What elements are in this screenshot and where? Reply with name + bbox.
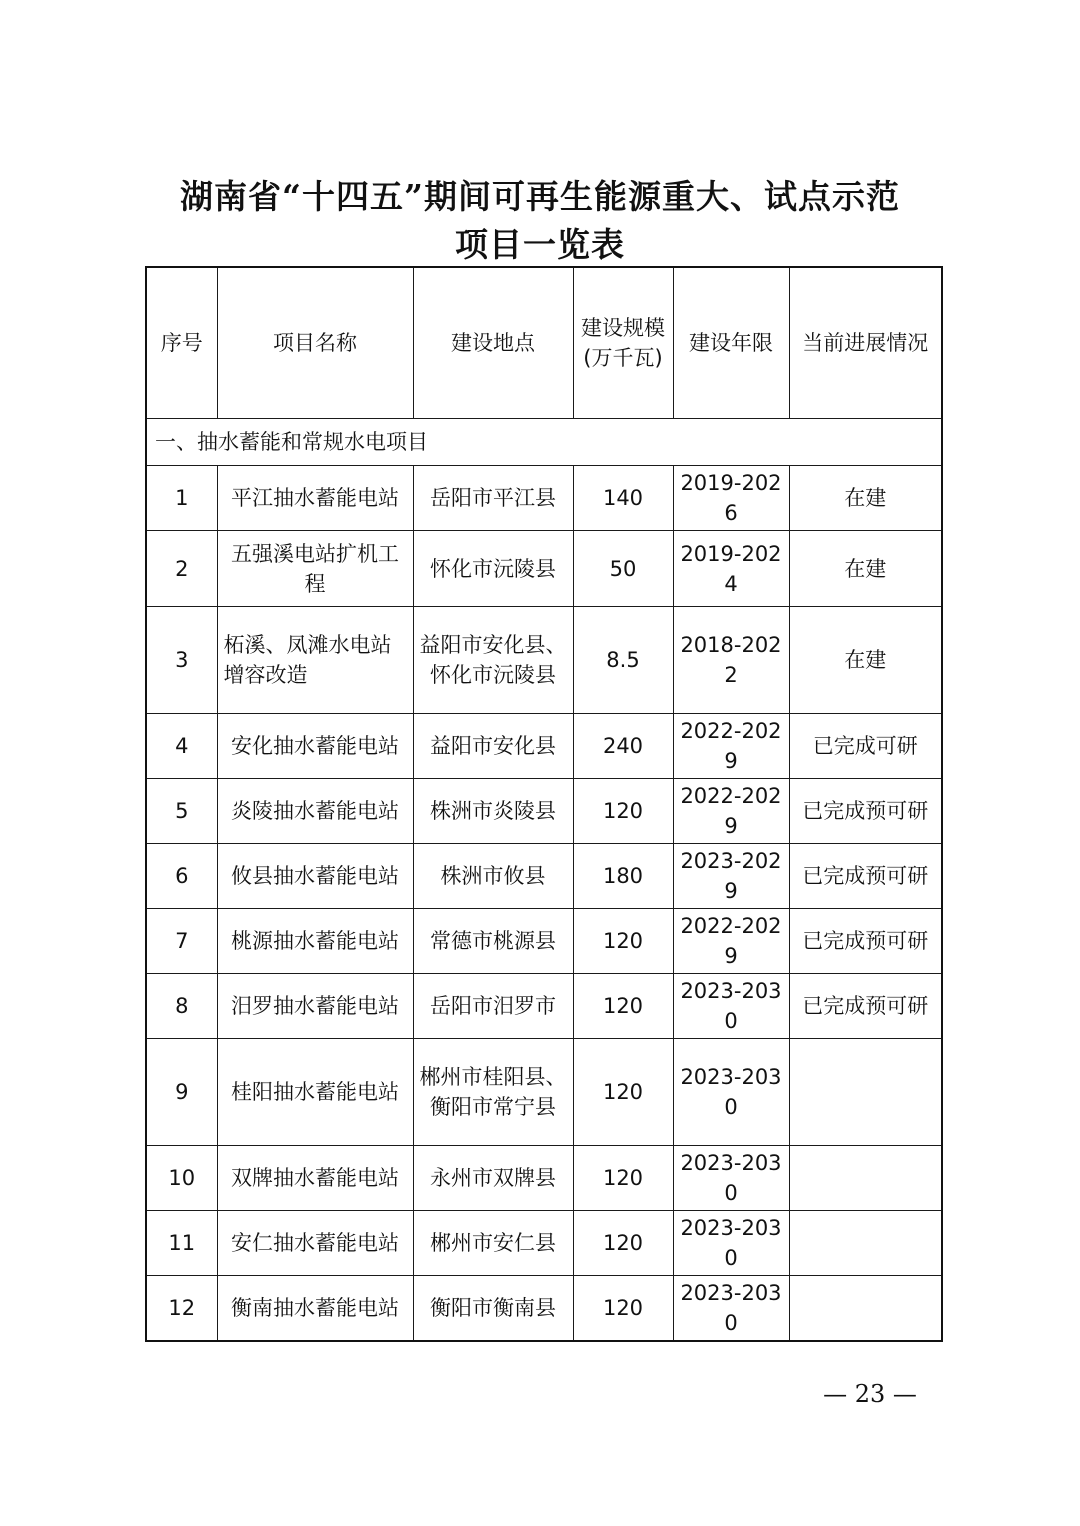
- row-project-name: 汨罗抽水蓄能电站: [217, 974, 413, 1039]
- page-subtitle: 项目一览表: [455, 225, 625, 264]
- row-project-name: 攸县抽水蓄能电站: [217, 844, 413, 909]
- table-row: [146, 844, 942, 909]
- row-location: 怀化市沅陵县: [413, 531, 573, 607]
- row-project-name: 安化抽水蓄能电站: [217, 714, 413, 779]
- row-project-name: 衡南抽水蓄能电站: [217, 1276, 413, 1342]
- header-index: 序号: [146, 267, 217, 419]
- row-index: 2: [146, 531, 217, 607]
- row-years: 2023-2030: [673, 974, 789, 1039]
- row-status: 已完成预可研: [789, 909, 942, 974]
- row-scale: 120: [573, 909, 673, 974]
- row-years: 2019-2026: [673, 466, 789, 531]
- page-title: 湖南省“十四五”期间可再生能源重大、试点示范: [180, 177, 900, 216]
- header-location: 建设地点: [413, 267, 573, 419]
- row-location: 益阳市安化县、怀化市沅陵县: [413, 607, 573, 714]
- row-scale: 180: [573, 844, 673, 909]
- row-years: 2022-2029: [673, 909, 789, 974]
- table-row: [146, 607, 942, 714]
- row-scale: 140: [573, 466, 673, 531]
- row-scale: 120: [573, 1039, 673, 1146]
- row-index: 7: [146, 909, 217, 974]
- row-location: 岳阳市平江县: [413, 466, 573, 531]
- row-project-name: 平江抽水蓄能电站: [217, 466, 413, 531]
- table-row: [146, 714, 942, 779]
- header-scale: 建设规模 (万千瓦): [573, 267, 673, 419]
- project-table: [145, 266, 943, 1342]
- row-location: 株洲市攸县: [413, 844, 573, 909]
- table-row: [146, 909, 942, 974]
- row-status: 已完成预可研: [789, 779, 942, 844]
- row-location: 衡阳市衡南县: [413, 1276, 573, 1342]
- row-index: 3: [146, 607, 217, 714]
- table-row: [146, 974, 942, 1039]
- row-location: 岳阳市汨罗市: [413, 974, 573, 1039]
- table-row: [146, 1211, 942, 1276]
- row-location: 郴州市安仁县: [413, 1211, 573, 1276]
- table-row: [146, 531, 942, 607]
- row-years: 2023-2029: [673, 844, 789, 909]
- row-project-name: 五强溪电站扩机工程: [217, 531, 413, 607]
- section-row: [146, 419, 942, 466]
- row-status: 在建: [789, 531, 942, 607]
- row-status: [789, 1146, 942, 1211]
- row-status: 已完成可研: [789, 714, 942, 779]
- row-index: 11: [146, 1211, 217, 1276]
- row-status: 已完成预可研: [789, 974, 942, 1039]
- row-years: 2023-2030: [673, 1211, 789, 1276]
- header-project-name: 项目名称: [217, 267, 413, 419]
- row-scale: 120: [573, 1146, 673, 1211]
- row-project-name: 柘溪、凤滩水电站增容改造: [217, 607, 413, 714]
- row-project-name: 炎陵抽水蓄能电站: [217, 779, 413, 844]
- row-status: [789, 1276, 942, 1342]
- row-status: 在建: [789, 466, 942, 531]
- header-years: 建设年限: [673, 267, 789, 419]
- row-location: 益阳市安化县: [413, 714, 573, 779]
- row-scale: 120: [573, 779, 673, 844]
- row-project-name: 双牌抽水蓄能电站: [217, 1146, 413, 1211]
- row-project-name: 安仁抽水蓄能电站: [217, 1211, 413, 1276]
- row-years: 2022-2029: [673, 714, 789, 779]
- row-index: 1: [146, 466, 217, 531]
- row-index: 5: [146, 779, 217, 844]
- header-status: 当前进展情况: [789, 267, 942, 419]
- row-project-name: 桃源抽水蓄能电站: [217, 909, 413, 974]
- row-status: [789, 1211, 942, 1276]
- table-row: [146, 1039, 942, 1146]
- row-scale: 50: [573, 531, 673, 607]
- row-index: 4: [146, 714, 217, 779]
- row-location: 常德市桃源县: [413, 909, 573, 974]
- row-scale: 8.5: [573, 607, 673, 714]
- row-index: 12: [146, 1276, 217, 1342]
- table-row: [146, 466, 942, 531]
- row-index: 6: [146, 844, 217, 909]
- section-title: 一、抽水蓄能和常规水电项目: [146, 419, 942, 466]
- row-scale: 240: [573, 714, 673, 779]
- row-years: 2023-2030: [673, 1039, 789, 1146]
- row-scale: 120: [573, 1211, 673, 1276]
- row-years: 2019-2024: [673, 531, 789, 607]
- row-index: 9: [146, 1039, 217, 1146]
- row-project-name: 桂阳抽水蓄能电站: [217, 1039, 413, 1146]
- row-years: 2022-2029: [673, 779, 789, 844]
- row-scale: 120: [573, 974, 673, 1039]
- page-number: — 23 —: [823, 1380, 917, 1408]
- row-status: [789, 1039, 942, 1146]
- row-index: 10: [146, 1146, 217, 1211]
- row-years: 2023-2030: [673, 1146, 789, 1211]
- row-index: 8: [146, 974, 217, 1039]
- row-status: 在建: [789, 607, 942, 714]
- row-location: 郴州市桂阳县、衡阳市常宁县: [413, 1039, 573, 1146]
- table-row: [146, 779, 942, 844]
- row-location: 株洲市炎陵县: [413, 779, 573, 844]
- row-years: 2018-2022: [673, 607, 789, 714]
- row-scale: 120: [573, 1276, 673, 1342]
- table-header-row: [146, 267, 942, 419]
- table-row: [146, 1276, 942, 1342]
- row-status: 已完成预可研: [789, 844, 942, 909]
- row-years: 2023-2030: [673, 1276, 789, 1342]
- table-row: [146, 1146, 942, 1211]
- row-location: 永州市双牌县: [413, 1146, 573, 1211]
